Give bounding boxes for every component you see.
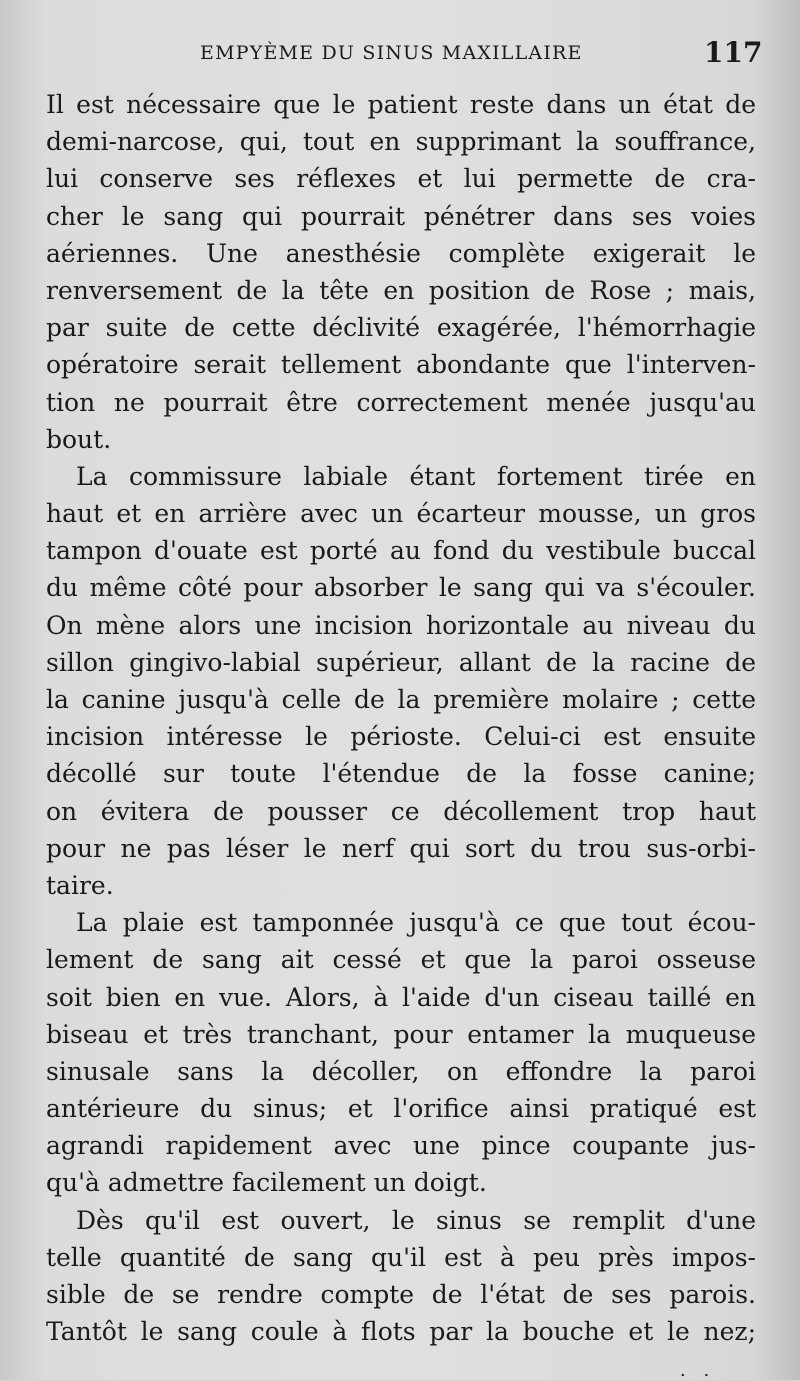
text-line: agrandi rapidement avec une pince coupante jus- (46, 1131, 756, 1161)
text-line: biseau et très tranchant, pour entamer la muqueuse (46, 1019, 756, 1049)
text-line: antérieure du sinus; et l'orifice ainsi pratiqué est (46, 1094, 756, 1124)
text-line: haut et en arrière avec un écarteur mousse, un gros (46, 499, 756, 529)
text-line: pour ne pas léser le nerf qui sort du trou sus-orbi- (46, 833, 756, 863)
page-number: 117 (704, 36, 763, 69)
footer-marks: . . (680, 1360, 716, 1381)
text-line: aériennes. Une anesthésie complète exigerait le (46, 238, 756, 268)
text-line: lui conserve ses réflexes et lui permette de cra- (46, 164, 756, 194)
text-line: tampon d'ouate est porté au fond du vestibule buccal (46, 536, 756, 566)
running-title: EMPYÈME DU SINUS MAXILLAIRE (200, 42, 583, 64)
text-line: qu'à admettre facilement un doigt. (46, 1168, 487, 1198)
text-line: sible de se rendre compte de l'état de ses parois. (46, 1280, 756, 1309)
text-line: On mène alors une incision horizontale au niveau du (46, 610, 756, 640)
text-line: cher le sang qui pourrait pénétrer dans ses voies (46, 201, 756, 231)
text-line: par suite de cette déclivité exagérée, l'hémorrhagie (46, 313, 756, 343)
text-line: demi-narcose, qui, tout en supprimant la souffrance, (46, 127, 756, 157)
text-line: incision intéresse le périoste. Celui-ci est ensuite (46, 722, 756, 752)
text-line: tion ne pourrait être correctement menée jusqu'au (46, 387, 756, 417)
text-line: Il est nécessaire que le patient reste dans un état de (46, 90, 756, 119)
text-line: sinusale sans la décoller, on effondre la paroi (46, 1056, 756, 1086)
text-line: on évitera de pousser ce décollement trop haut (46, 796, 756, 826)
text-line: bout. (46, 424, 112, 454)
text-line: telle quantité de sang qu'il est à peu près impos- (46, 1242, 756, 1272)
text-line: taire. (46, 870, 114, 900)
text-line: la canine jusqu'à celle de la première molaire ; cette (46, 685, 756, 714)
paragraph-start-line: La plaie est tamponnée jusqu'à ce que tout écou- (76, 908, 756, 938)
running-head (0, 36, 800, 72)
text-line: décollé sur toute l'étendue de la fosse canine; (46, 759, 756, 789)
text-line: Tantôt le sang coule à flots par la bouche et le nez; (46, 1317, 756, 1347)
body-text (46, 86, 756, 1350)
text-line: sillon gingivo-labial supérieur, allant de la racine de (46, 647, 756, 677)
text-line: renversement de la tête en position de Rose ; mais, (46, 275, 756, 305)
paragraph-start-line: La commissure labiale étant fortement tirée en (76, 461, 756, 491)
text-line: soit bien en vue. Alors, à l'aide d'un ciseau taillé en (46, 982, 756, 1012)
paragraph-start-line: Dès qu'il est ouvert, le sinus se remplit d'une (76, 1205, 756, 1235)
text-line: lement de sang ait cessé et que la paroi osseuse (46, 945, 756, 975)
text-line: du même côté pour absorber le sang qui va s'écouler. (46, 573, 756, 603)
text-line: opératoire serait tellement abondante que l'interven- (46, 350, 756, 380)
